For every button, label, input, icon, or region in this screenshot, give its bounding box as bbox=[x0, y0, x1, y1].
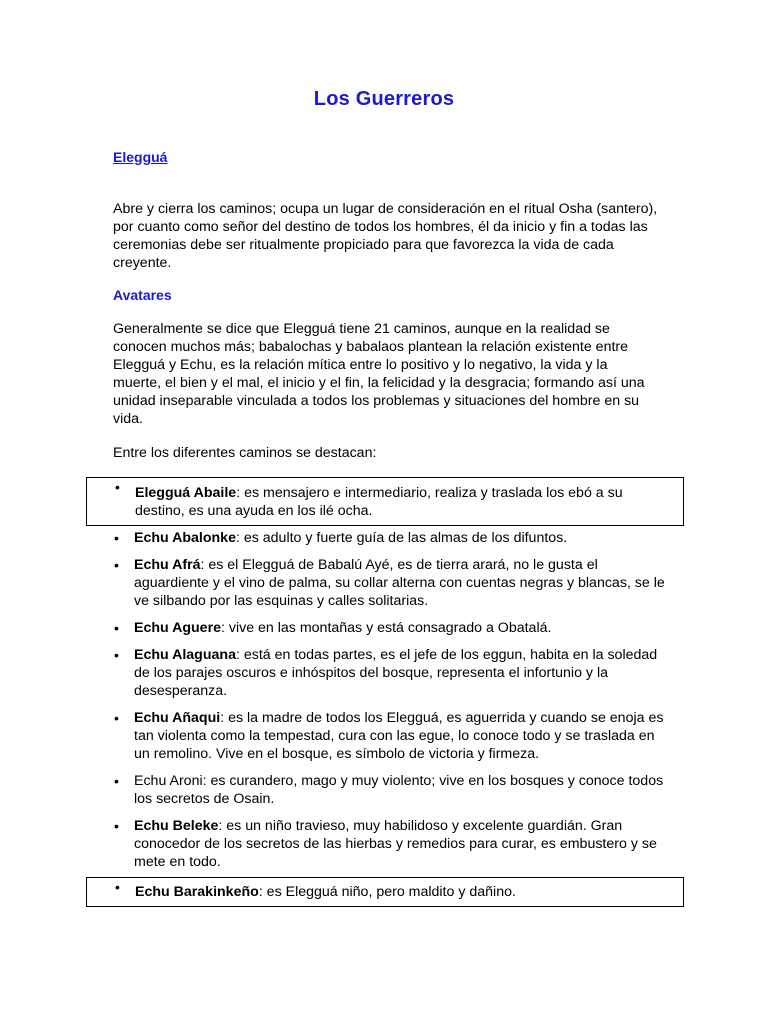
camino-name: Echu Añaqui bbox=[134, 710, 221, 726]
bullet-icon: • bbox=[114, 773, 119, 789]
list-item bbox=[86, 477, 684, 526]
list-item bbox=[86, 772, 684, 808]
camino-desc: : es curandero, mago y muy violento; vive en los bosques y conoce todos los secretos de Osain. bbox=[134, 773, 664, 807]
camino-name: Echu Afrá bbox=[134, 557, 201, 573]
camino-desc: : está en todas partes, es el jefe de los eggun, habita en la soledad de los parajes oscuros e inhóspitos del bosque, representa el infortunio y la desesperanza. bbox=[134, 647, 658, 699]
list-item bbox=[86, 817, 684, 871]
camino-desc: : es un niño travieso, muy habilidoso y excelente guardián. Gran conocedor de los secretos de las hierbas y remedios para curar, es embustero y se mete en todo. bbox=[134, 818, 657, 870]
camino-name: Echu Abalonke bbox=[134, 530, 236, 546]
camino-name: Echu Aroni bbox=[134, 773, 203, 789]
avatares-heading: Avatares bbox=[113, 287, 172, 303]
bullet-icon: • bbox=[114, 710, 119, 726]
camino-desc: : es Elegguá niño, pero maldito y dañino. bbox=[258, 884, 516, 900]
list-item bbox=[86, 877, 684, 907]
list-item bbox=[86, 646, 684, 700]
camino-desc: : vive en las montañas y está consagrado a Obatalá. bbox=[220, 620, 552, 636]
section-heading-eleggua[interactable]: Elegguá bbox=[113, 149, 168, 165]
camino-name: Echu Barakinkeño bbox=[135, 884, 259, 900]
bullet-icon: • bbox=[115, 479, 120, 495]
bullet-icon: • bbox=[114, 557, 119, 573]
intro-paragraph: Abre y cierra los caminos; ocupa un lugar de consideración en el ritual Osha (santero), por cuanto como señor del destino de todos los hombres, él da inicio y fin a todas las ceremonias debe ser ritualmente propiciado para que favorezca la vida de cada creyente. bbox=[113, 201, 658, 271]
caminos-intro: Entre los diferentes caminos se destacan: bbox=[113, 445, 377, 461]
bullet-icon: • bbox=[114, 530, 119, 546]
camino-desc: : es el Elegguá de Babalú Ayé, es de tierra arará, no le gusta el aguardiente y el vino de palma, su collar alterna con cuentas negras y blancas, se le ve silbando por las esquinas y calles solitarias. bbox=[134, 557, 665, 609]
bullet-icon: • bbox=[115, 879, 120, 895]
camino-name: Echu Alaguana bbox=[134, 647, 236, 663]
page-title: Los Guerreros bbox=[313, 88, 455, 110]
camino-desc: : es la madre de todos los Elegguá, es aguerrida y cuando se enoja es tan violenta como la tempestad, cura con las egue, lo conoce todo y se traslada en un remolino. Vive en el bosque, es símbolo de victoria y firmeza. bbox=[134, 710, 664, 762]
camino-desc: : es adulto y fuerte guía de las almas de los difuntos. bbox=[235, 530, 568, 546]
avatares-paragraph: Generalmente se dice que Elegguá tiene 21 caminos, aunque en la realidad se conocen muchos más; babalochas y babalaos plantean la relación existente entre Elegguá y Echu, es la relación mítica entre lo positivo y lo negativo, la vida y la muerte, el bien y el mal, el inicio y el fin, la felicidad y la desgracia; formando así una unidad inseparable vinculada a todos los problemas y situaciones del hombre en su vida. bbox=[113, 321, 645, 427]
list-item bbox=[86, 529, 684, 547]
camino-name: Echu Aguere bbox=[134, 620, 221, 636]
caminos-list bbox=[86, 477, 684, 907]
bullet-icon: • bbox=[114, 620, 119, 636]
camino-desc: : es mensajero e intermediario, realiza y traslada los ebó a su destino, es una ayuda en los ilé ocha. bbox=[135, 485, 623, 519]
bullet-icon: • bbox=[114, 818, 119, 834]
camino-name: Elegguá Abaile bbox=[135, 485, 237, 501]
list-item bbox=[86, 556, 684, 610]
bullet-icon: • bbox=[114, 647, 119, 663]
list-item bbox=[86, 709, 684, 763]
camino-name: Echu Beleke bbox=[134, 818, 219, 834]
list-item bbox=[86, 619, 684, 637]
